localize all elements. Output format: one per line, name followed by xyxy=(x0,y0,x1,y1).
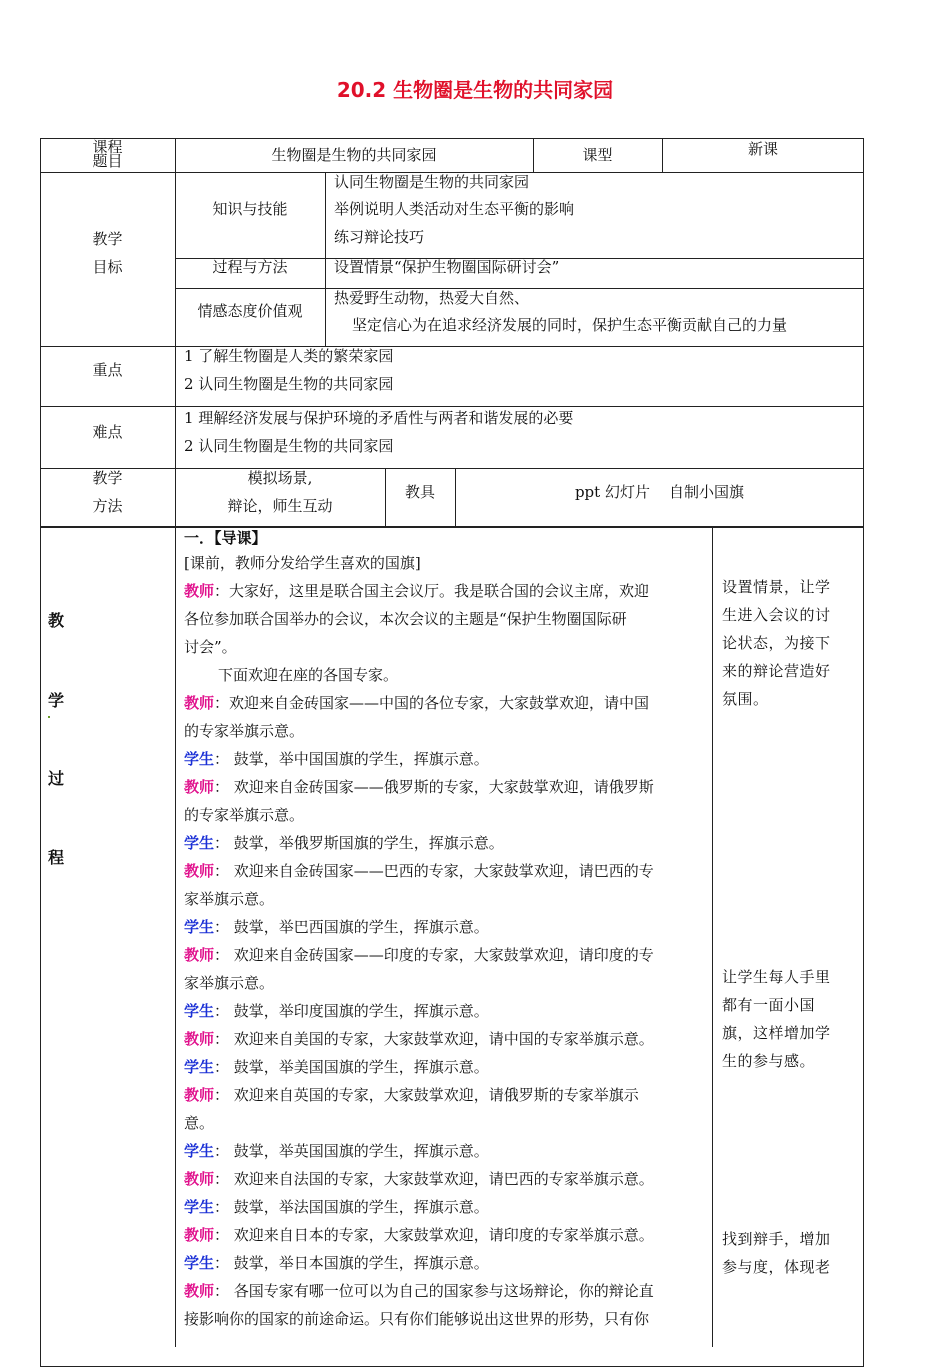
dialogue-line: 各位参加联合国举办的会议，本次会议的主题是“保护生物圈国际研 xyxy=(184,610,627,628)
objectives-label-line2: 目标 xyxy=(92,258,123,276)
dialogue-line: 讨会”。 xyxy=(184,638,237,656)
dialogue-line: 教师：大家好，这里是联合国主会议厅。我是联合国的会议主席，欢迎 xyxy=(184,582,650,600)
key-point-item: 2 认同生物圈是生物的共同家园 xyxy=(184,375,394,393)
knowledge-item: 认同生物圈是生物的共同家园 xyxy=(334,173,530,191)
course-label xyxy=(40,140,175,169)
student-tag: 学生 xyxy=(184,918,215,936)
dialogue-line: 的专家举旗示意。 xyxy=(184,806,305,824)
tools-value: ppt 幻灯片 自制小国旗 xyxy=(574,483,745,501)
key-point-item: 1 了解生物圈是人类的繁荣家园 xyxy=(184,347,394,365)
dialogue-line: 教师：欢迎来自金砖国家——中国的各位专家，大家鼓掌欢迎，请中国 xyxy=(184,694,650,712)
key-points-label: 重点 xyxy=(92,361,123,379)
side-note: 找到辩手，增加 参与度，体现老 xyxy=(722,1230,831,1276)
process-method-value: 设置情景“保护生物圈国际研讨会” xyxy=(334,258,560,276)
dialogue-line: 教师： 欢迎来自金砖国家——巴西的专家，大家鼓掌欢迎，请巴西的专 xyxy=(184,862,654,880)
dialogue-line: 教师： 各国专家有哪一位可以为自己的国家参与这场辩论，你的辩论直 xyxy=(184,1282,654,1300)
teacher-tag: 教师 xyxy=(184,1282,215,1300)
dialogue-line: 学生： 鼓掌，举美国国旗的学生，挥旗示意。 xyxy=(184,1058,489,1076)
teacher-tag: 教师 xyxy=(184,862,215,880)
dialogue-line: 接影响你的国家的前途命运。只有你们能够说出这世界的形势，只有你 xyxy=(184,1310,650,1328)
student-tag: 学生 xyxy=(184,1058,215,1076)
dialogue-line: 教师： 欢迎来自金砖国家——俄罗斯的专家，大家鼓掌欢迎，请俄罗斯 xyxy=(184,778,654,796)
dialogue-line: 学生： 鼓掌，举巴西国旗的学生，挥旗示意。 xyxy=(184,918,489,936)
knowledge-item: 练习辩论技巧 xyxy=(334,228,425,246)
course-title: 生物圈是生物的共同家园 xyxy=(271,146,437,164)
student-tag: 学生 xyxy=(184,750,215,768)
knowledge-item: 举例说明人类活动对生态平衡的影响 xyxy=(334,200,575,218)
method-line2: 辩论，师生互动 xyxy=(227,497,333,515)
objectives-label-line1: 教学 xyxy=(92,230,123,248)
method-line1: 模拟场景, xyxy=(247,469,313,487)
student-tag: 学生 xyxy=(184,1002,215,1020)
section-title: 一．【导课】 xyxy=(184,529,267,547)
student-tag: 学生 xyxy=(184,834,215,852)
teacher-tag: 教师 xyxy=(184,1170,215,1188)
dialogue-line: 学生： 鼓掌，举中国国旗的学生，挥旗示意。 xyxy=(184,750,489,768)
side-note: 设置情景，让学 生进入会议的讨 论状态，为接下 来的辩论营造好 氛围。 xyxy=(722,578,831,708)
dialogue-line: 学生： 鼓掌，举法国国旗的学生，挥旗示意。 xyxy=(184,1198,489,1216)
dialogue-line: 下面欢迎在座的各国专家。 xyxy=(218,666,399,684)
dialogue-line: 教师： 欢迎来自美国的专家，大家鼓掌欢迎，请中国的专家举旗示意。 xyxy=(184,1030,654,1048)
methods-label-line2: 方法 xyxy=(92,497,123,515)
teacher-tag: 教师 xyxy=(184,1086,215,1104)
dialogue-line: 家举旗示意。 xyxy=(184,890,275,908)
type-value: 新课 xyxy=(747,140,778,158)
side-note: 让学生每人手里 都有一面小国 旗，这样增加学 生的参与感。 xyxy=(722,968,831,1070)
methods-label-line1: 教学 xyxy=(92,469,123,487)
teacher-tag: 教师 xyxy=(184,582,215,600)
dialogue-line: 学生： 鼓掌，举日本国旗的学生，挥旗示意。 xyxy=(184,1254,489,1272)
course-label-line1: 课程 xyxy=(92,138,123,156)
difficulty-item: 2 认同生物圈是生物的共同家园 xyxy=(184,437,394,455)
course-label-line2: 题目 xyxy=(92,152,123,171)
intro-note: [课前，教师分发给学生喜欢的国旗] xyxy=(184,554,421,572)
dialogue-line: 教师： 欢迎来自金砖国家——印度的专家，大家鼓掌欢迎，请印度的专 xyxy=(184,946,654,964)
process-label-char: 程 xyxy=(48,848,65,867)
teacher-tag: 教师 xyxy=(184,694,215,712)
emotion-line1: 热爱野生动物，热爱大自然、 xyxy=(334,289,530,307)
student-tag: 学生 xyxy=(184,1254,215,1272)
difficulties-label: 难点 xyxy=(92,423,123,441)
dialogue-line: 意。 xyxy=(184,1114,215,1132)
teacher-tag: 教师 xyxy=(184,1226,215,1244)
tools-label: 教具 xyxy=(404,483,435,501)
dialogue-line: 学生： 鼓掌，举印度国旗的学生，挥旗示意。 xyxy=(184,1002,489,1020)
dialogue-line: 的专家举旗示意。 xyxy=(184,722,305,740)
difficulty-item: 1 理解经济发展与保护环境的矛盾性与两者和谐发展的必要 xyxy=(184,409,574,427)
emotion-label: 情感态度价值观 xyxy=(197,302,303,320)
dialogue-line: 教师： 欢迎来自英国的专家，大家鼓掌欢迎，请俄罗斯的专家举旗示 xyxy=(184,1086,639,1104)
student-tag: 学生 xyxy=(184,1142,215,1160)
page-title: 20.2 生物圈是生物的共同家园 xyxy=(336,78,614,102)
dialogue-line: 学生： 鼓掌，举英国国旗的学生，挥旗示意。 xyxy=(184,1142,489,1160)
teacher-tag: 教师 xyxy=(184,946,215,964)
emotion-line2: 坚定信心为在追求经济发展的同时，保护生态平衡贡献自己的力量 xyxy=(352,316,788,334)
teacher-tag: 教师 xyxy=(184,1030,215,1048)
teacher-tag: 教师 xyxy=(184,778,215,796)
student-tag: 学生 xyxy=(184,1198,215,1216)
process-method-label: 过程与方法 xyxy=(212,258,288,276)
type-label: 课型 xyxy=(582,146,613,164)
decorative-dot xyxy=(48,716,50,718)
dialogue-line: 教师： 欢迎来自法国的专家，大家鼓掌欢迎，请巴西的专家举旗示意。 xyxy=(184,1170,654,1188)
dialogue-line: 学生： 鼓掌，举俄罗斯国旗的学生，挥旗示意。 xyxy=(184,834,504,852)
knowledge-label: 知识与技能 xyxy=(212,200,288,218)
dialogue-line: 家举旗示意。 xyxy=(184,974,275,992)
process-label-char: 过 xyxy=(48,769,65,788)
process-label-char: 教 xyxy=(48,611,65,630)
process-label-char: 学 xyxy=(48,691,65,710)
dialogue-line: 教师： 欢迎来自日本的专家，大家鼓掌欢迎，请印度的专家举旗示意。 xyxy=(184,1226,654,1244)
